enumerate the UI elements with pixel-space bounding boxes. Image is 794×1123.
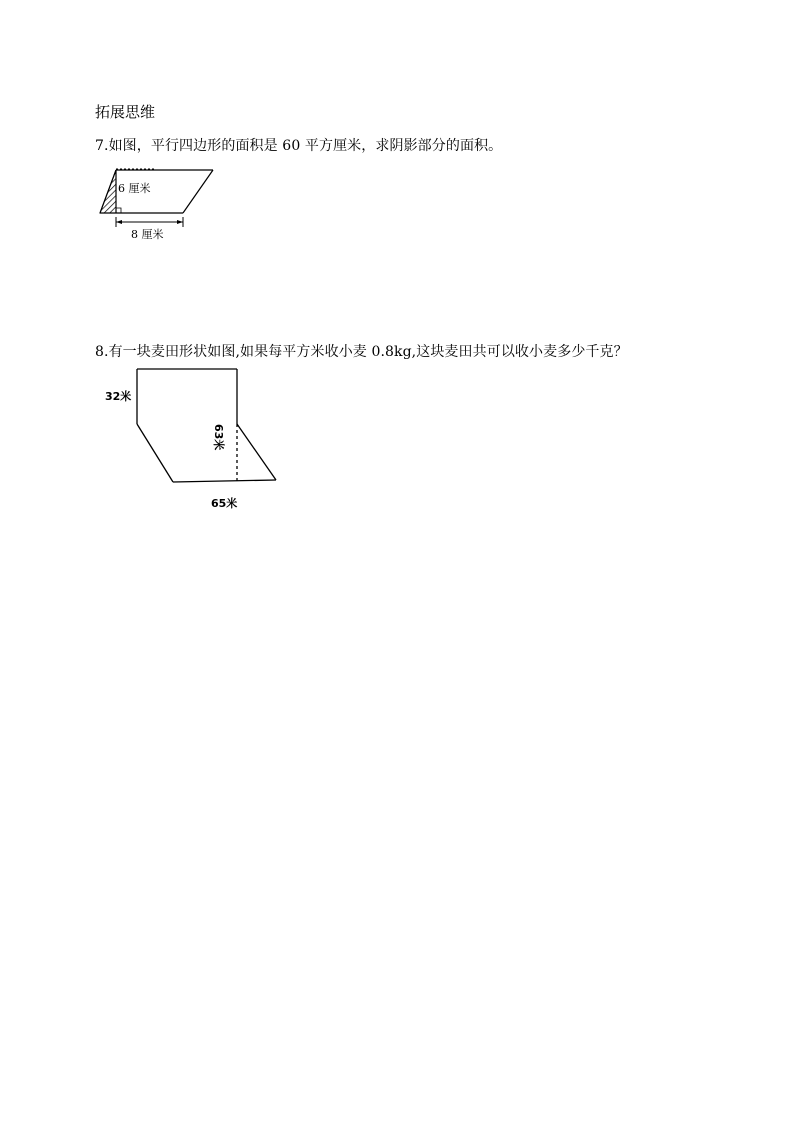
question-8-text: 有一块麦田形状如图,如果每平方米收小麦 0.8kg,这块麦田共可以收小麦多少千克？ — [108, 344, 628, 360]
base-label: 65米 — [211, 497, 238, 510]
question-7-number: 7. — [95, 138, 109, 154]
right-angle-mark — [116, 208, 121, 213]
para-bottom-edge — [173, 480, 276, 482]
section-title: 拓展思维 — [95, 103, 156, 121]
rect-height-label: 32米 — [105, 390, 132, 403]
question-7-text: 如图，平行四边形的面积是 60 平方厘米，求阴影部分的面积。 — [108, 138, 503, 154]
para-right-edge — [237, 424, 276, 480]
question-8-figure — [95, 360, 295, 515]
question-7-figure — [95, 165, 225, 245]
parallelogram-right-edge — [183, 170, 213, 213]
question-8 — [95, 341, 628, 361]
para-left-edge — [137, 424, 173, 482]
base-dim-arrow-left — [116, 220, 122, 224]
question-7 — [95, 135, 502, 155]
para-height-label: 63米 — [212, 424, 225, 451]
height-label: 6 厘米 — [118, 182, 151, 195]
question-8-number: 8. — [95, 344, 109, 360]
base-label: 8 厘米 — [131, 228, 164, 241]
base-dim-arrow-right — [177, 220, 183, 224]
